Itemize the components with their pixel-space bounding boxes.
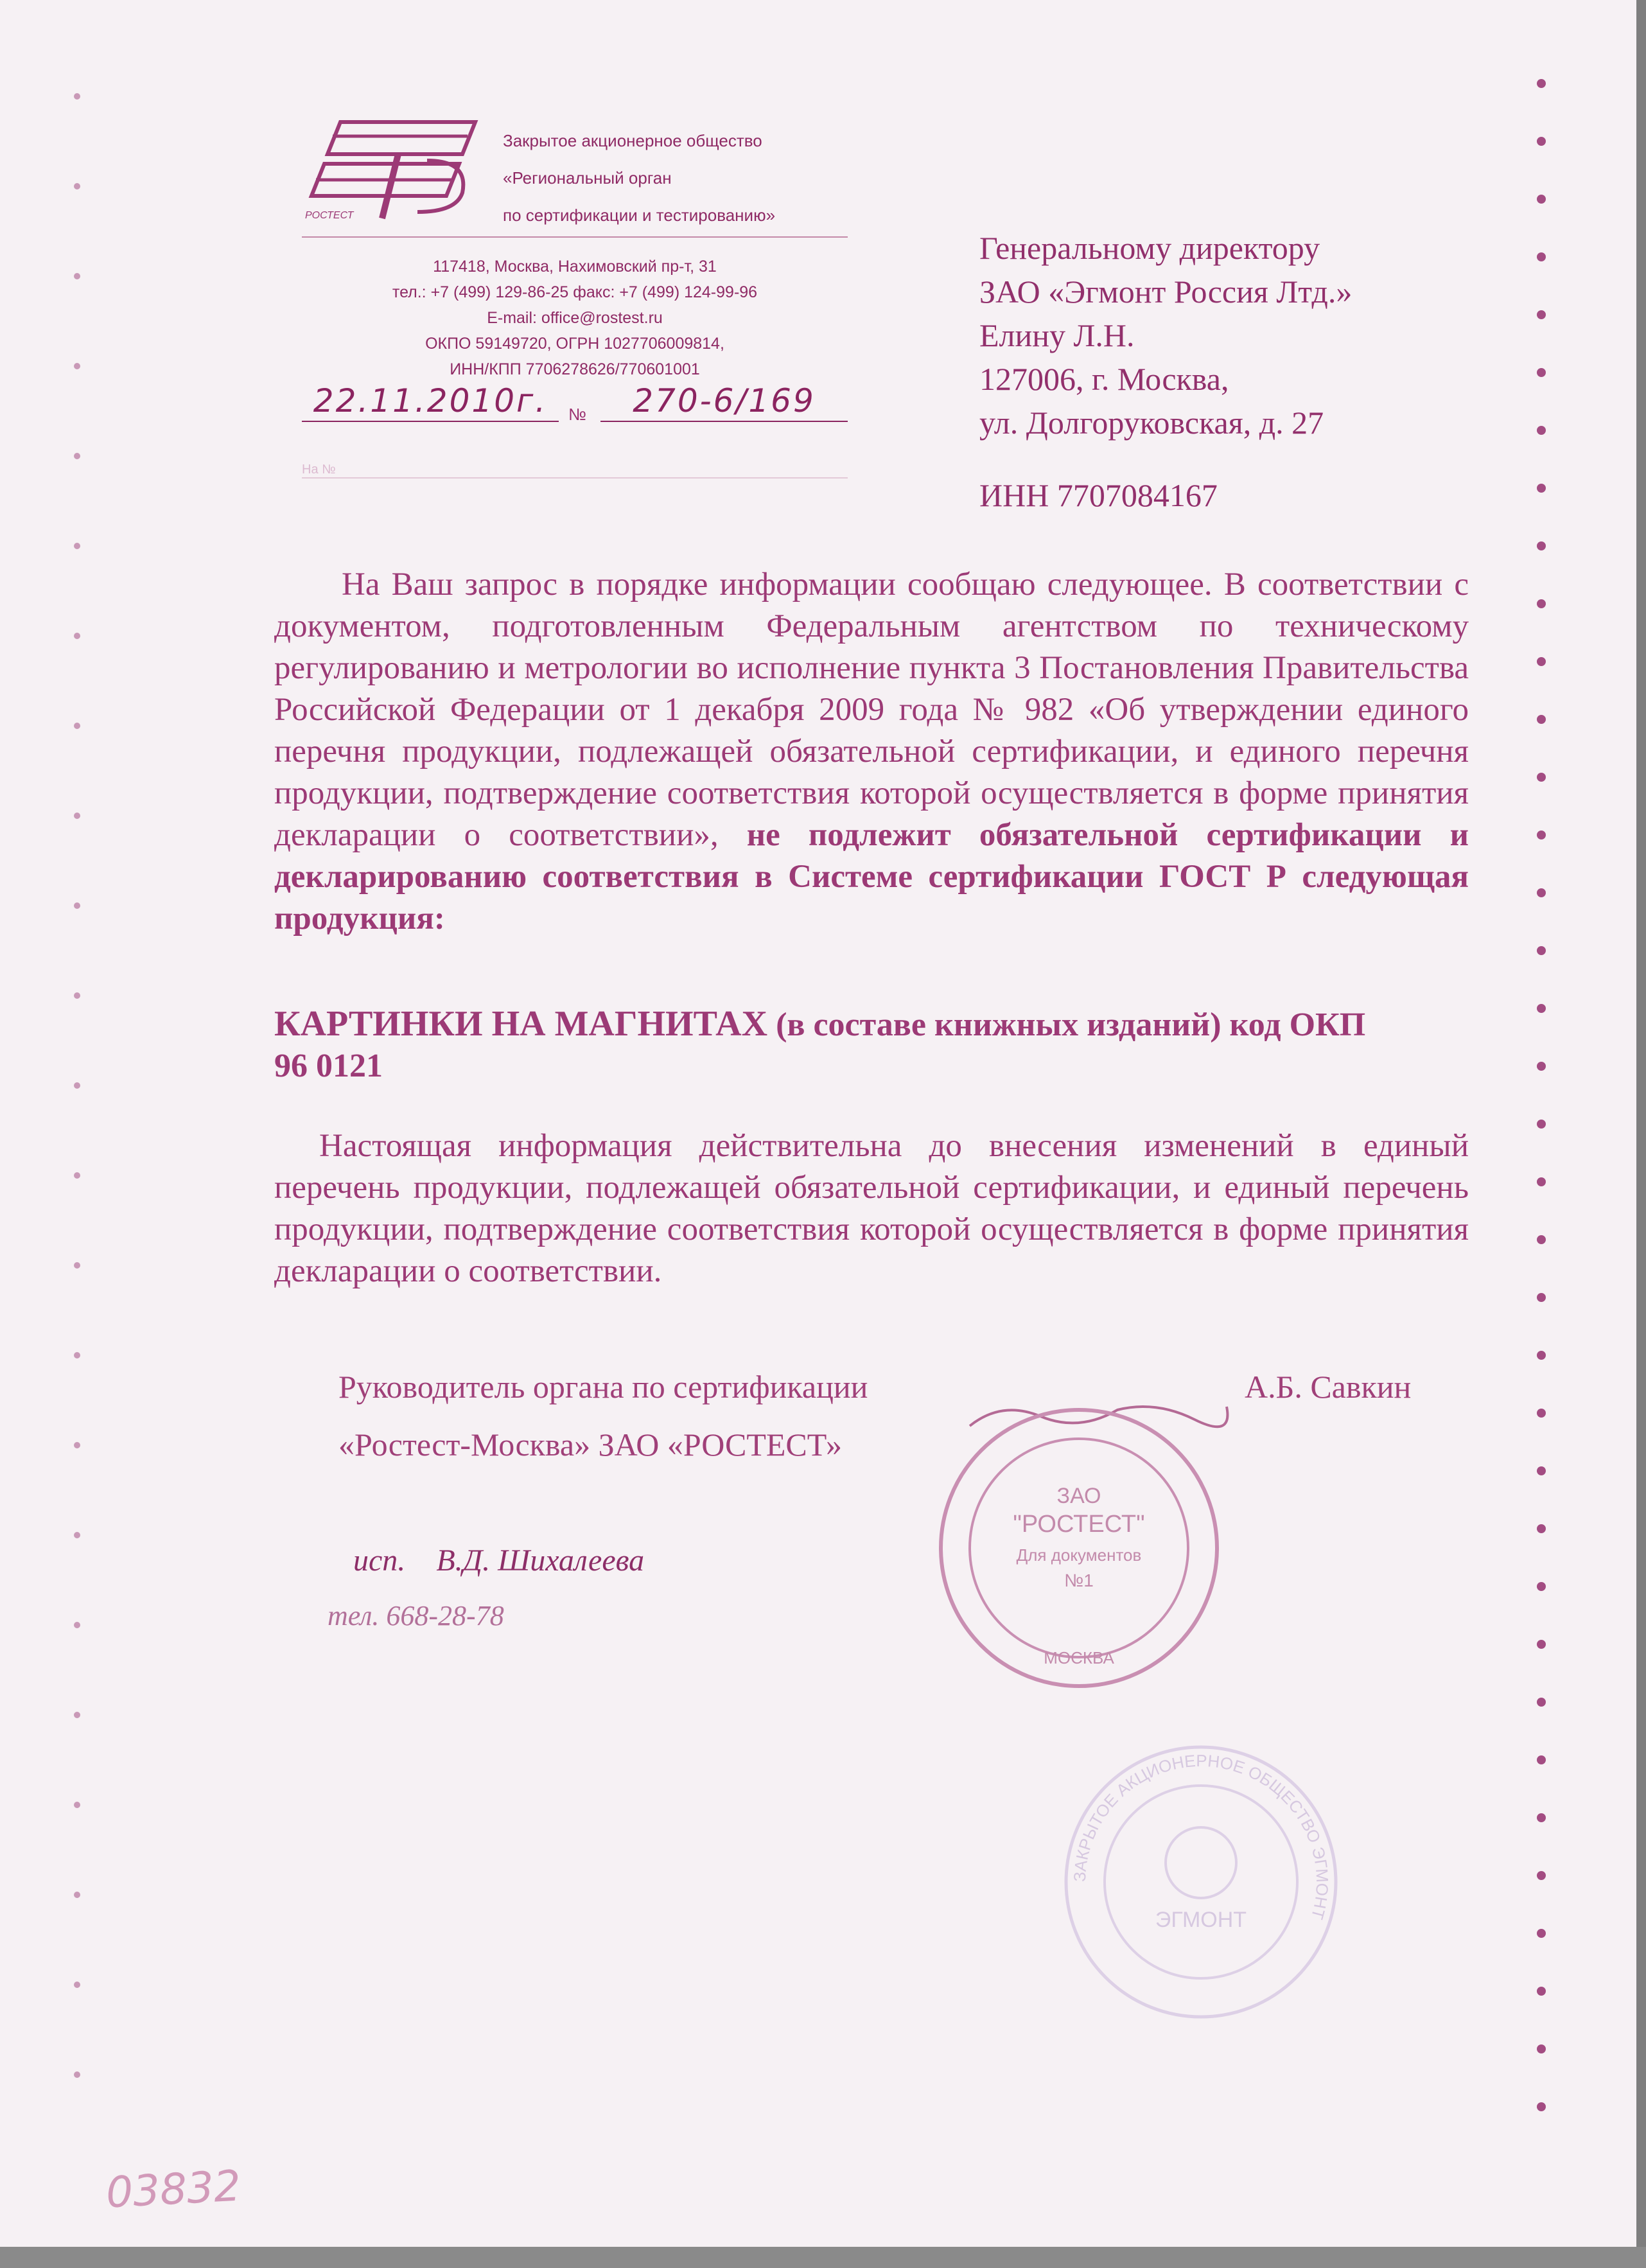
org-name — [503, 122, 775, 234]
phones: тел.: +7 (499) 129-86-25 факс: +7 (499) 124-99-96 — [392, 283, 758, 301]
okpo: ОКПО 59149720, ОГРН 1027706009814, — [425, 335, 724, 353]
egmont-round-stamp — [1053, 1734, 1349, 2030]
executor-label: исп. — [353, 1543, 406, 1578]
registration-date — [302, 382, 559, 427]
recipient-block — [979, 226, 1352, 444]
org-line-2: «Региональный орган — [503, 168, 672, 188]
scan-edge-bottom — [0, 2247, 1646, 2268]
product-code: 96 0121 — [274, 1048, 383, 1084]
stamp1-line-1: ЗАО — [1056, 1484, 1101, 1508]
perforation-marks-right — [1528, 64, 1554, 2184]
executor-phone: тел. 668-28-78 — [328, 1600, 504, 1631]
stamp2-center-text: ЭГМОНТ — [1155, 1908, 1247, 1932]
reference-number-line: На № — [302, 462, 848, 479]
executor-name: В.Д. Шихалеева — [436, 1543, 645, 1578]
main-paragraph-bold: не подлежит обязательной сертификации и декларированию соответствия в Системе сертификации ГОСТ Р следующая продукция: — [274, 817, 1469, 936]
stamp1-line-2: "РОСТЕСТ" — [1013, 1511, 1145, 1538]
org-line-3: по сертификации и тестированию» — [503, 206, 776, 225]
recipient-line-4: 127006, г. Москва, — [979, 361, 1229, 397]
stamp1-line-3: Для документов — [1016, 1545, 1142, 1565]
recipient-line-3: Елину Л.Н. — [979, 317, 1135, 353]
registration-number — [600, 382, 848, 427]
registration-number-label: № — [568, 405, 586, 424]
product-line — [274, 1003, 1469, 1087]
stamp2-ring-text: ЗАКРЫТОЕ АКЦИОНЕРНОЕ ОБЩЕСТВО ЭГМОНТ — [1069, 1750, 1333, 1922]
stamp1-bottom-text: МОСКВА — [1044, 1648, 1114, 1667]
signatory-title-line-1: Руководитель органа по сертификации — [338, 1369, 868, 1405]
inn-kpp: ИНН/КПП 7706278626/770601001 — [450, 360, 700, 378]
recipient-line-5: ул. Долгоруковская, д. 27 — [979, 405, 1324, 441]
product-description: (в составе книжных изданий) код ОКП — [776, 1007, 1366, 1043]
validity-paragraph — [274, 1125, 1469, 1292]
org-line-1: Закрытое акционерное общество — [503, 131, 762, 150]
validity-text: Настоящая информация действительна до внесения изменений в единый перечень продукции, подлежащей обязательной сертификации, и единый перечень продукции, подтверждение соответствия которой осуществляется в форме принятия декларации о соответствии. — [274, 1128, 1469, 1289]
address: 117418, Москва, Нахимовский пр-т, 31 — [433, 258, 717, 276]
registration-number-value: 270-6/169 — [600, 382, 848, 422]
product-name: КАРТИНКИ НА МАГНИТАХ — [274, 1004, 768, 1044]
archive-number: 03832 — [105, 2161, 242, 2218]
scan-edge-right — [1636, 0, 1646, 2268]
stamp1-line-4: №1 — [1064, 1570, 1094, 1590]
letterhead-address-block — [295, 254, 854, 382]
executor — [353, 1543, 644, 1578]
recipient-inn: ИНН 7707084167 — [979, 477, 1218, 513]
recipient-line-2: ЗАО «Эгмонт Россия Лтд.» — [979, 274, 1353, 310]
signatory-title-line-2: «Ростест-Москва» ЗАО «РОСТЕСТ» — [338, 1427, 843, 1463]
perforation-marks-left — [64, 64, 90, 2184]
registration-date-value: 22.11.2010г. — [302, 382, 559, 422]
signatory-name: А.Б. Савкин — [1245, 1369, 1412, 1405]
main-paragraph-text: На Ваш запрос в порядке информации сообщаю следующее. В соответствии с документом, подготовленным Федеральным агентством по техническому регулированию и метрологии во исполнение пункта 3 Постановления Правительства Российской Федерации от 1 декабря 2009 года № 982 «Об утверждении единого перечня продукции, подлежащей обязательной сертификации, и единого перечня продукции, подтверждение соответствия которой осуществляется в форме принятия декларации о соответствии», — [274, 567, 1469, 853]
email: E-mail: office@rostest.ru — [487, 309, 663, 327]
rostest-round-stamp — [931, 1400, 1227, 1696]
rostest-logo — [302, 116, 482, 222]
logo-text: РОСТЕСТ — [305, 210, 354, 221]
svg-text:ЗАКРЫТОЕ АКЦИОНЕРНОЕ ОБЩЕСТВО — [1070, 1751, 1332, 1922]
recipient-line-1: Генеральному директору — [979, 230, 1320, 266]
letterhead-divider — [302, 236, 848, 238]
main-paragraph — [274, 564, 1469, 940]
